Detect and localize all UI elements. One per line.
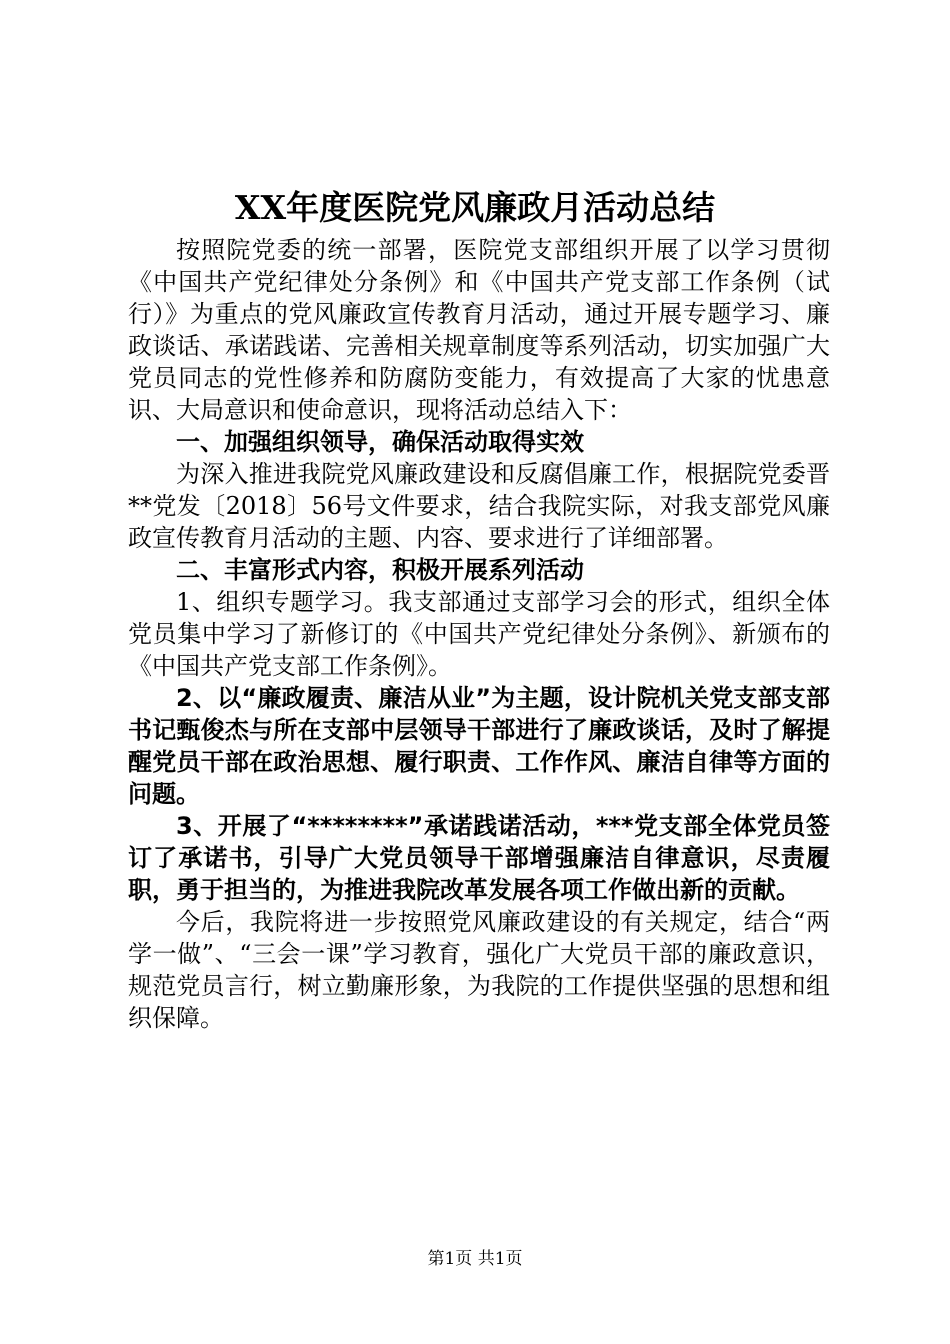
section-heading-2: 二、丰富形式内容，积极开展系列活动 [176, 556, 584, 584]
document-title: XX年度医院党风廉政月活动总结 [234, 188, 716, 227]
closing-paragraph: 今后，我院将进一步按照党风廉政建设的有关规定，结合“两学一做”、“三会一课”学习教育，强化广大党员干部的廉政意识，规范党员言行，树立勤廉形象，为我院的工作提供坚强的思想和组织保障。 [128, 908, 830, 1032]
item-1-paragraph: 1、组织专题学习。我支部通过支部学习会的形式，组织全体党员集中学习了新修订的《中国共产党纪律处分条例》、新颁布的《中国共产党支部工作条例》。 [128, 588, 830, 680]
intro-paragraph: 按照院党委的统一部署，医院党支部组织开展了以学习贯彻《中国共产党纪律处分条例》和《中国共产党支部工作条例（试行）》为重点的党风廉政宣传教育月活动，通过开展专题学习、廉政谈话、承诺践诺、完善相关规章制度等系列活动，切实加强广大党员同志的党性修养和防腐防变能力，有效提高了大家的忧患意识、大局意识和使命意识，现将活动总结入下： [128, 236, 830, 424]
document-body [128, 234, 830, 1034]
item-3-paragraph: 3、开展了“********”承诺践诺活动，***党支部全体党员签订了承诺书，引导广大党员领导干部增强廉洁自律意识，尽责履职，勇于担当的，为推进我院改革发展各项工作做出新的贡献。 [128, 812, 830, 904]
section-1-paragraph: 为深入推进我院党风廉政建设和反腐倡廉工作，根据院党委晋**党发〔2018〕56号文件要求，结合我院实际，对我支部党风廉政宣传教育月活动的主题、内容、要求进行了详细部署。 [128, 460, 830, 552]
section-heading-1: 一、加强组织领导，确保活动取得实效 [176, 428, 584, 456]
item-2-paragraph: 2、以“廉政履责、廉洁从业”为主题，设计院机关党支部支部书记甄俊杰与所在支部中层领导干部进行了廉政谈话，及时了解提醒党员干部在政治思想、履行职责、工作作风、廉洁自律等方面的问题。 [128, 684, 830, 808]
page-footer: 第1页 共1页 [427, 1249, 523, 1269]
